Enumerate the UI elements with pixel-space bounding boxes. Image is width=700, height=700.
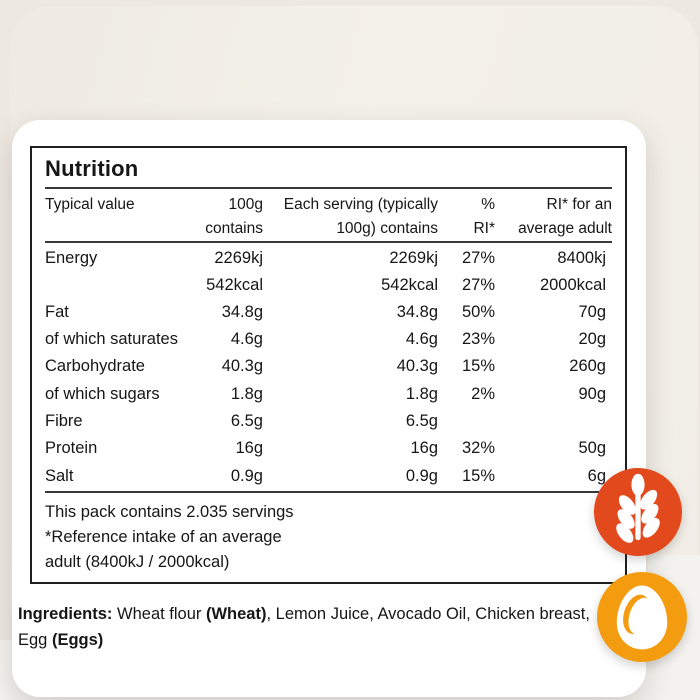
- reference-intake-note-line1: *Reference intake of an average: [45, 527, 282, 546]
- reference-intake-note-line2: adult (8400kJ / 2000kcal): [45, 552, 230, 571]
- wheat-allergen-badge[interactable]: [594, 468, 682, 556]
- divider: [45, 241, 612, 243]
- wheat-icon: [594, 468, 682, 556]
- column-header-100g-contains: 100g contains: [205, 196, 263, 237]
- table-row-saturates: of which saturates 4.6g 4.6g 23% 20g: [45, 330, 606, 349]
- table-row-energy-kcal: 542kcal 542kcal 27% 2000kcal: [206, 276, 606, 295]
- table-row-salt: Salt 0.9g 0.9g 15% 6g: [45, 466, 606, 485]
- table-row-fibre: Fibre 6.5g 6.5g: [45, 411, 438, 430]
- table-row-carbohydrate: Carbohydrate 40.3g 40.3g 15% 260g: [45, 357, 606, 376]
- nutrition-label-box: [30, 146, 627, 584]
- table-row-fat: Fat 34.8g 34.8g 50% 70g: [45, 303, 606, 322]
- egg-icon: [597, 572, 687, 662]
- nutrition-title: Nutrition: [45, 156, 139, 181]
- table-row-sugars: of which sugars 1.8g 1.8g 2% 90g: [45, 384, 606, 403]
- column-header-each-serving: Each serving (typically 100g) contains: [283, 196, 438, 237]
- nutrition-table-body: [32, 245, 625, 491]
- column-header-typical-value: Typical value: [45, 196, 135, 213]
- table-row-energy-kj: Energy 2269kj 2269kj 27% 8400kj: [45, 249, 606, 268]
- allergen-eggs-bold: (Eggs): [51, 630, 104, 649]
- divider: [45, 491, 612, 493]
- label-footnotes: [45, 500, 612, 575]
- table-header-row: [45, 193, 612, 241]
- egg-allergen-badge[interactable]: [597, 572, 687, 662]
- table-row-protein: Protein 16g 16g 32% 50g: [45, 438, 606, 457]
- allergen-wheat-bold: (Wheat): [205, 604, 267, 623]
- ingredients-text: Ingredients: Wheat flour (Wheat), Lemon Juice, Avocado Oil, Chicken breast, Egg (Eggs): [18, 604, 590, 649]
- ingredients-label: Ingredients:: [18, 604, 113, 623]
- divider: [45, 187, 612, 189]
- column-header-ri-average-adult: RI* for an average adult: [518, 196, 612, 237]
- nutrition-card: [12, 120, 646, 697]
- column-header-percent-ri: % RI*: [473, 196, 495, 237]
- servings-note: This pack contains 2.035 servings: [45, 502, 294, 521]
